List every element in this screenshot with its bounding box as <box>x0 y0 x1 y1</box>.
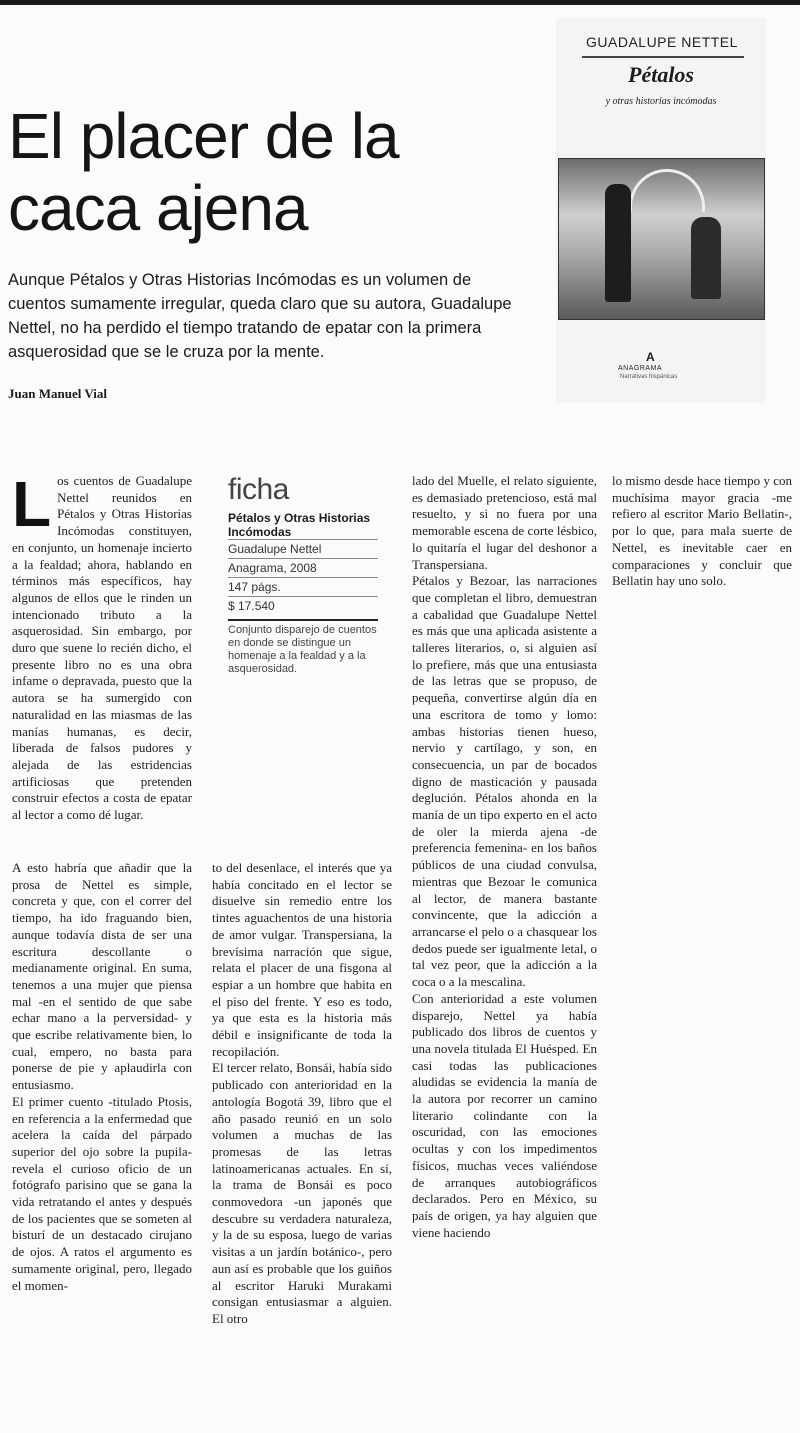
body-paragraph: Con anterioridad a este volumen disparejo, Nettel ya había publicado dos libros de cuentos y una novela titulada El Huésped. En casi todas las publicaciones aludidas se evidencia la manía de la autora por recorrer un camino literario colindante con la oscuridad, con las emociones ocultas y con los impedimentos físicos, muchas veces valiéndose de arranques autobiográficos declarados. Pero en México, su país de origen, ya hay alguien que viene haciendo <box>412 990 597 1240</box>
cover-rule <box>582 56 744 58</box>
article-byline: Juan Manuel Vial <box>8 386 107 401</box>
cover-publisher: ANAGRAMA <box>618 365 663 372</box>
drop-cap: L <box>12 468 52 540</box>
column-1-top <box>12 468 192 824</box>
ficha-pages: 147 págs. <box>228 577 378 596</box>
ficha-description: Conjunto disparejo de cuentos en donde se distingue un homenaje a la fealdad y a la asquerosidad. <box>228 619 378 676</box>
ficha-price: $ 17.540 <box>228 596 378 615</box>
cover-title: Pétalos <box>628 62 694 87</box>
article-title: El placer de la caca ajena <box>8 100 399 244</box>
cover-author: GUADALUPE NETTEL <box>586 34 738 50</box>
publisher-logo: A <box>646 350 655 364</box>
cover-collection: Narrativas hispánicas <box>620 374 678 380</box>
photo-figure-standing <box>605 184 631 302</box>
body-paragraph: lo mismo desde hace tiempo y con muchísima mayor gracia -me refiero al escritor Mario Bellatin-, por lo que, para mala suerte de Nettel, es inevitable caer en comparaciones y concluir que Bellatin hay uno solo. <box>612 473 792 589</box>
article-dek: Aunque Pétalos y Otras Historias Incómodas es un volumen de cuentos sumamente irregular, queda claro que su autora, Guadalupe Nettel, no ha perdido el tiempo tratando de epatar con la primera asquerosidad que se le cruza por la mente. <box>8 271 512 361</box>
column-4 <box>612 473 792 590</box>
ficha-publisher: Anagrama, 2008 <box>228 558 378 577</box>
ficha-author: Guadalupe Nettel <box>228 539 378 558</box>
top-rule <box>0 0 800 5</box>
body-paragraph: to del desenlace, el interés que ya había concitado en el lector se disuelve sin remedio entre los tintes aguachentos de una historia de amor vulgar. Transpersiana, la brevísima narración que sigue, relata el placer de una fisgona al espiar a un hombre que habita en el piso del frente. Y eso es todo, ya que esta es la historia más débil e insignificante de toda la recopilación. <box>212 860 392 1059</box>
body-paragraph: Pétalos y Bezoar, las narraciones que completan el libro, demuestran a cabalidad que Guadalupe Nettel es más que una aplicada asistente a talleres literarios, o, si alguien así lo prefiere, más que una entusiasta de las letras que se propuso, de pequeña, convertirse algún día en una escritora de tomo y lomo: ambas historias tienen hueso, nervio y cartílago, y son, en consecuencia, un par de bocados digno de masticación y pausada deglución. Pétalos ahonda en la manía de un tipo experto en el acto de oler la mierda ajena -de preferencia femenina- en los baños públicos de una ciudad convulsa, mientras que Bezoar le comunica al lector, de manera bastante convincente, que la adicción a arrancarse el pelo o a chasquear los dedos puede ser igualmente letal, o tal vez peor, que la adicción a la coca o a la mescalina. <box>412 573 597 990</box>
body-paragraph: El tercer relato, Bonsái, había sido publicado con anterioridad en la antología Bogotá 39, libro que el año pasado reunió en un solo volumen a muchas de las promesas de las letras latinoamericanas actuales. En sí, la trama de Bonsái es poco conmovedora -un japonés que descubre su verdadera naturaleza, y la de su esposa, luego de varias visitas a un jardín botánico-, pero aun así es probable que los guiños al escritor Haruki Murakami consigan entusiasmar a alguien. El otro <box>212 1060 392 1326</box>
photo-figure-seated <box>691 217 721 299</box>
column-1-bottom <box>12 860 192 1294</box>
book-cover <box>556 18 766 403</box>
ficha-box <box>228 473 378 676</box>
body-paragraph: os cuentos de Guadalupe Nettel reunidos en Pétalos y Otras Historias Incómodas constituyen, en conjunto, un homenaje incierto a la fealdad; ahora, hablando en términos más específicos, hay algunos de ellos que le rinden un intencionado tributo a la asquerosidad. Sin embargo, por duro que suene lo recién dicho, el presente libro no es una obra infame o depravada, puesto que la autora se ha sumergido con naturalidad en las miasmas de las manías humanas, es decir, liberada de falsos pudores y alejada de las estridencias artificiosas que pretenden construir efectos a costa de epatar al lector a como dé lugar. <box>12 473 192 823</box>
cover-photo <box>558 158 765 320</box>
body-paragraph: El primer cuento -titulado Ptosis, en referencia a la enfermedad que acelera la caída del párpado superior del ojo sobre la pupila- revela el curioso oficio de un fotógrafo parisino que se gana la vida retratando el antes y después de los pacientes que se someten al bisturí de un destacado cirujano de ojos. A ratos el argumento es sumamente original, pero, llegado el momen- <box>12 1093 192 1293</box>
column-2-bottom <box>212 860 392 1328</box>
photo-arch <box>629 169 705 212</box>
ficha-heading: ficha <box>228 473 289 506</box>
body-paragraph: lado del Muelle, el relato siguiente, es demasiado pretencioso, está mal resuelto, y si no fuera por una memorable escena de corte lésbico, lo quitaría el lugar del deshonor a Transpersiana. <box>412 473 597 572</box>
body-paragraph: A esto habría que añadir que la prosa de Nettel es simple, concreta y que, con el correr del tiempo, ha ido fraguando bien, aunque todavía dista de ser una escritura descollante o medianamente original. En suma, tenemos a una mujer que piensa mal -en el sentido de que sabe echar mano a la perversidad- y que escribe relativamente bien, lo cual, empero, no basta para ponerse de pie y aplaudirla con entusiasmo. <box>12 860 192 1093</box>
ficha-title: Pétalos y Otras Historias Incómodas <box>228 511 371 539</box>
cover-subtitle: y otras historias incómodas <box>605 96 717 107</box>
column-3 <box>412 473 597 1241</box>
